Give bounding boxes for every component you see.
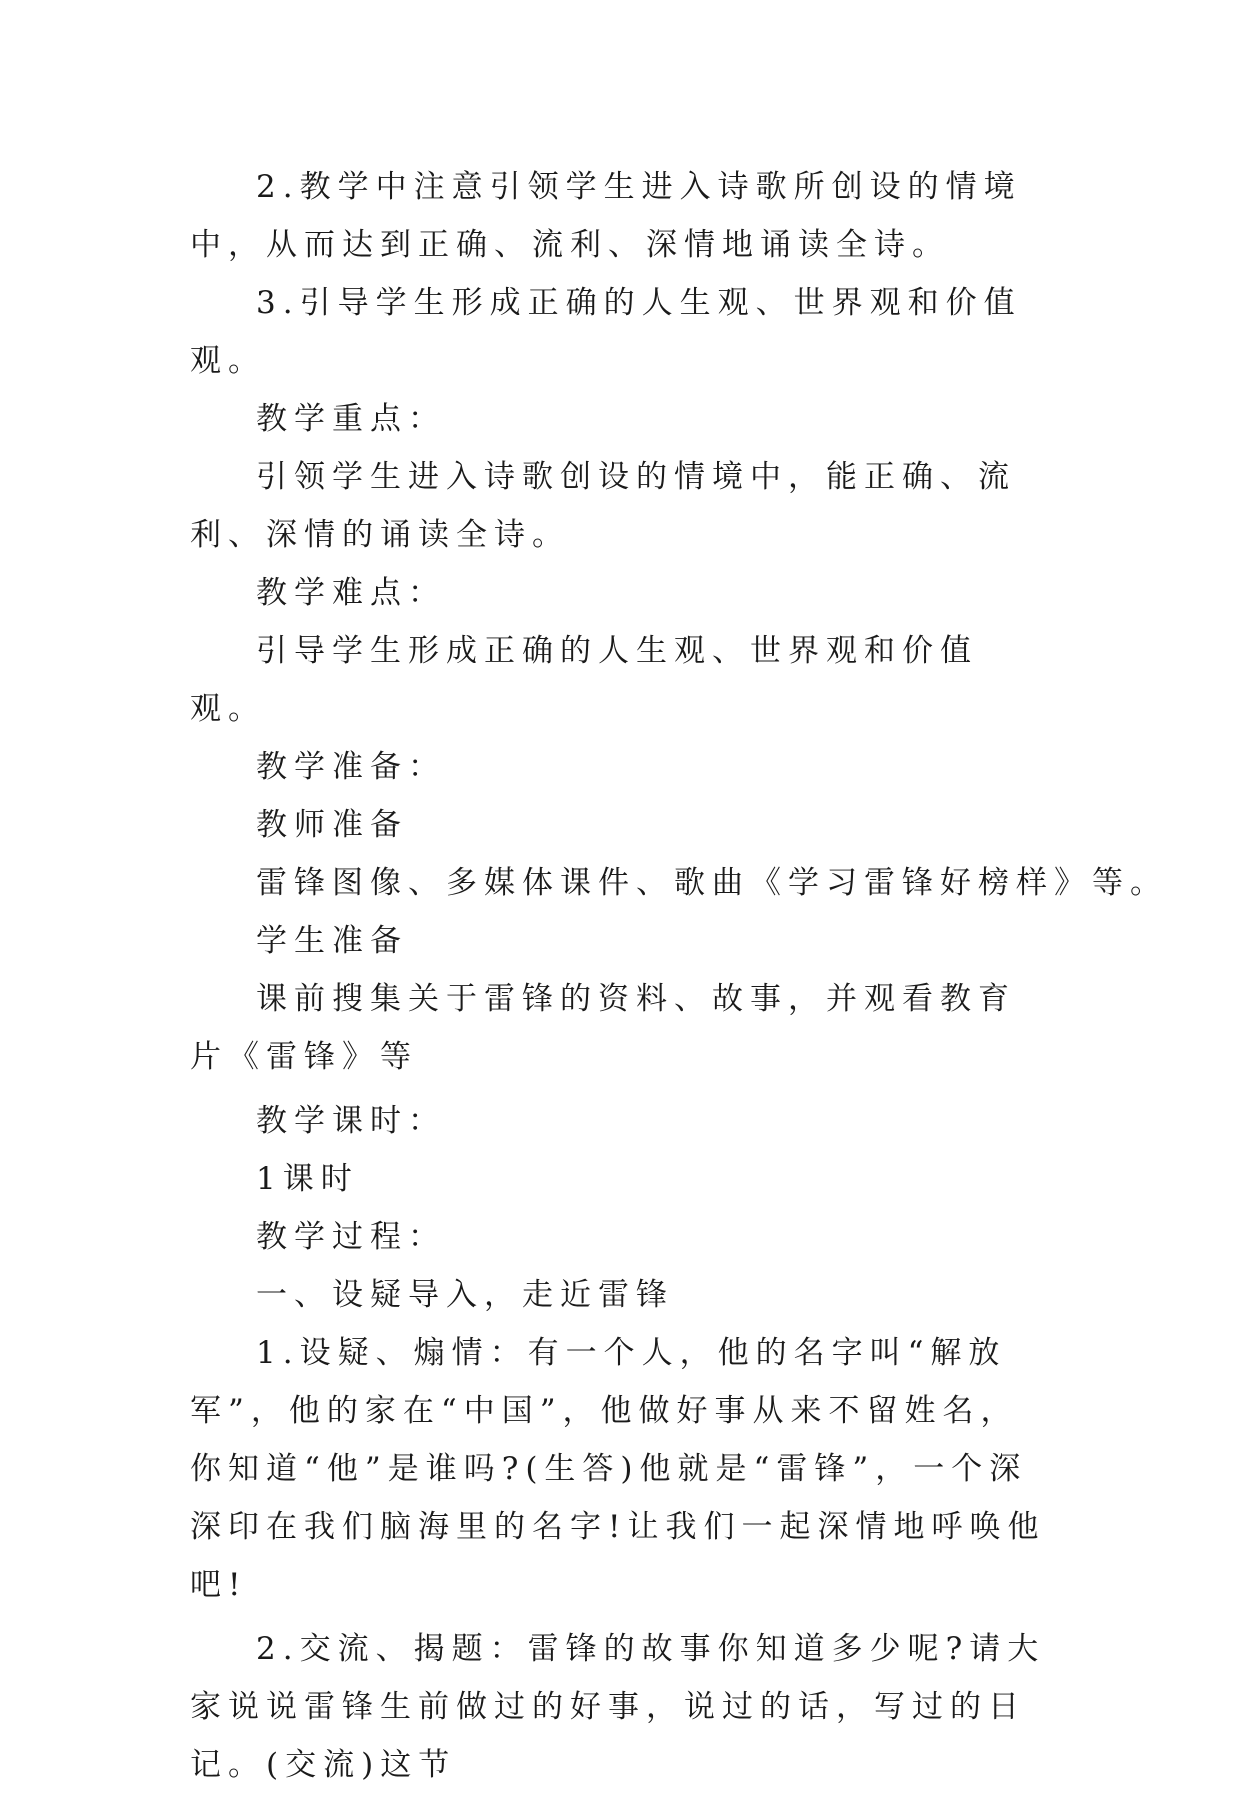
paragraph-step-2: 2.交流、揭题：雷锋的故事你知道多少呢?请大家说说雷锋生前做过的好事，说过的话，写过的日记。(交流)这节 <box>190 1631 1046 1783</box>
heading-teaching-difficulty: 教学难点： <box>256 575 446 611</box>
paragraph-class-hours: 1课时 <box>256 1161 359 1197</box>
section-heading-1: 一、设疑导入，走近雷锋 <box>256 1277 674 1313</box>
heading-teacher-preparation: 教师准备 <box>256 807 408 843</box>
heading-teaching-focus: 教学重点： <box>256 401 446 437</box>
document-body <box>190 158 1168 1794</box>
paragraph-step-1: 1.设疑、煽情：有一个人，他的名字叫“解放军”，他的家在“中国”，他做好事从来不留姓名，你知道“他”是谁吗?(生答)他就是“雷锋”，一个深深印在我们脑海里的名字!让我们一起深情地呼唤他吧! <box>190 1335 1046 1603</box>
paragraph-student-preparation: 课前搜集关于雷锋的资料、故事，并观看教育片《雷锋》等 <box>190 981 1016 1075</box>
paragraph-objective-2: 2.教学中注意引领学生进入诗歌所创设的情境中，从而达到正确、流利、深情地诵读全诗。 <box>190 169 1022 263</box>
heading-student-preparation: 学生准备 <box>256 923 408 959</box>
heading-teaching-preparation: 教学准备： <box>256 749 446 785</box>
paragraph-teacher-preparation: 雷锋图像、多媒体课件、歌曲《学习雷锋好榜样》等。 <box>256 865 1168 901</box>
paragraph-objective-3: 3.引导学生形成正确的人生观、世界观和价值观。 <box>190 285 1022 379</box>
paragraph-teaching-focus: 引领学生进入诗歌创设的情境中，能正确、流利、深情的诵读全诗。 <box>190 459 1016 553</box>
paragraph-teaching-difficulty: 引导学生形成正确的人生观、世界观和价值观。 <box>190 633 978 727</box>
heading-class-hours: 教学课时： <box>256 1103 446 1139</box>
heading-teaching-process: 教学过程： <box>256 1219 446 1255</box>
